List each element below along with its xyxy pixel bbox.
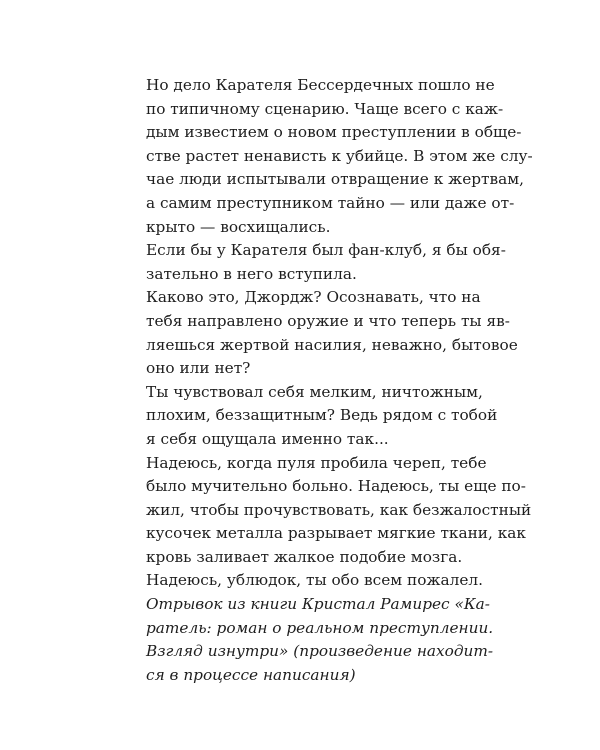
paragraph-2 xyxy=(146,239,506,286)
paragraph-1 xyxy=(146,74,533,239)
text-line: стве растет ненависть к убийце. В этом же слу- xyxy=(146,146,533,165)
text-line: было мучительно больно. Надеюсь, ты еще по- xyxy=(146,477,526,496)
text-line: кровь заливает жалкое подобие мозга. xyxy=(146,547,463,566)
page-text-block xyxy=(146,74,533,687)
text-line: жил, чтобы прочувствовать, как безжалостный xyxy=(146,500,532,519)
text-line: Если бы у Карателя был фан-клуб, я бы обя- xyxy=(146,241,506,260)
text-line: зательно в него вступила. xyxy=(146,264,357,283)
text-line: Надеюсь, ублюдок, ты обо всем пожалел. xyxy=(146,571,483,590)
text-line: чае люди испытывали отвращение к жертвам, xyxy=(146,170,525,189)
text-line: оно или нет? xyxy=(146,359,251,378)
paragraph-4 xyxy=(146,381,498,452)
text-line: ся в процессе написания) xyxy=(146,665,356,684)
paragraph-3 xyxy=(146,286,518,380)
paragraph-5 xyxy=(146,452,532,570)
text-line: Надеюсь, когда пуля пробила череп, тебе xyxy=(146,453,487,472)
text-line: кусочек металла разрывает мягкие ткани, как xyxy=(146,524,526,543)
excerpt-attribution xyxy=(146,593,494,687)
text-line: крыто — восхищались. xyxy=(146,217,331,236)
paragraph-6 xyxy=(146,569,483,593)
text-line: Ты чувствовал себя мелким, ничтожным, xyxy=(146,382,483,401)
text-line: по типичному сценарию. Чаще всего с каж- xyxy=(146,99,504,118)
text-line: тебя направлено оружие и что теперь ты яв- xyxy=(146,311,510,330)
text-line: ляешься жертвой насилия, неважно, бытовое xyxy=(146,335,518,354)
text-line: дым известием о новом преступлении в обще- xyxy=(146,123,522,142)
text-line: Но дело Карателя Бессердечных пошло не xyxy=(146,76,495,94)
text-line: Каково это, Джордж? Осознавать, что на xyxy=(146,288,481,307)
text-line: Взгляд изнутри» (произведение находит- xyxy=(146,642,494,661)
text-line: я себя ощущала именно так... xyxy=(146,429,389,448)
text-line: ратель: роман о реальном преступлении. xyxy=(146,618,494,637)
text-line: Отрывок из книги Кристал Рамирес «Ка- xyxy=(146,595,490,614)
text-line: плохим, беззащитным? Ведь рядом с тобой xyxy=(146,406,498,425)
text-line: а самим преступником тайно — или даже от- xyxy=(146,193,515,212)
